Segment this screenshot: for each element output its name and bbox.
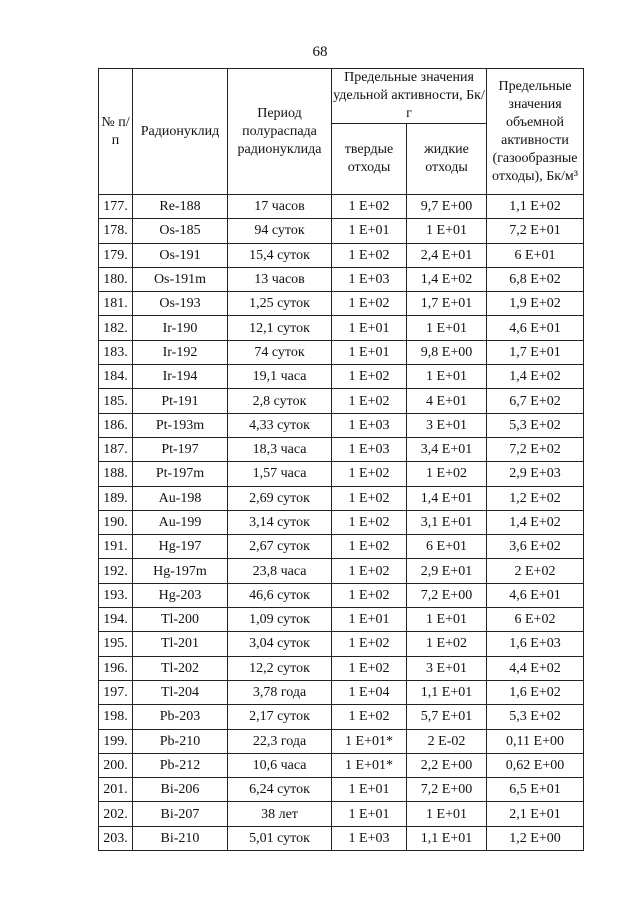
table-row: [99, 365, 584, 389]
cell-nuclide: Hg-197: [133, 535, 228, 559]
cell-nuclide: Tl-202: [133, 656, 228, 680]
header-num: № п/п: [99, 69, 133, 195]
cell-solid-waste: 1 Е+02: [332, 656, 407, 680]
cell-solid-waste: 1 Е+01: [332, 778, 407, 802]
cell-solid-waste: 1 Е+03: [332, 413, 407, 437]
cell-solid-waste: 1 Е+01*: [332, 729, 407, 753]
cell-nuclide: Pb-212: [133, 753, 228, 777]
cell-num: 181.: [99, 292, 133, 316]
cell-nuclide: Pb-203: [133, 705, 228, 729]
cell-nuclide: Tl-201: [133, 632, 228, 656]
cell-gaseous-waste: 1,9 Е+02: [487, 292, 584, 316]
cell-solid-waste: 1 Е+04: [332, 680, 407, 704]
cell-nuclide: Au-198: [133, 486, 228, 510]
cell-gaseous-waste: 0,62 Е+00: [487, 753, 584, 777]
cell-liquid-waste: 1 Е+01: [407, 316, 487, 340]
cell-gaseous-waste: 2,1 Е+01: [487, 802, 584, 826]
cell-nuclide: Os-185: [133, 219, 228, 243]
cell-nuclide: Hg-197m: [133, 559, 228, 583]
cell-liquid-waste: 2,9 Е+01: [407, 559, 487, 583]
cell-num: 191.: [99, 535, 133, 559]
cell-liquid-waste: 1,7 Е+01: [407, 292, 487, 316]
cell-period: 74 суток: [228, 340, 332, 364]
cell-period: 6,24 суток: [228, 778, 332, 802]
cell-period: 22,3 года: [228, 729, 332, 753]
cell-gaseous-waste: 5,3 Е+02: [487, 705, 584, 729]
cell-liquid-waste: 3,1 Е+01: [407, 510, 487, 534]
cell-solid-waste: 1 Е+02: [332, 462, 407, 486]
cell-period: 1,25 суток: [228, 292, 332, 316]
table-row: [99, 462, 584, 486]
cell-gaseous-waste: 6,8 Е+02: [487, 267, 584, 291]
table-row: [99, 267, 584, 291]
table-row: [99, 316, 584, 340]
cell-nuclide: Pt-197: [133, 437, 228, 461]
cell-nuclide: Bi-210: [133, 826, 228, 850]
cell-period: 19,1 часа: [228, 365, 332, 389]
cell-solid-waste: 1 Е+01: [332, 608, 407, 632]
cell-num: 184.: [99, 365, 133, 389]
cell-period: 3,78 года: [228, 680, 332, 704]
cell-gaseous-waste: 7,2 Е+02: [487, 437, 584, 461]
cell-nuclide: Os-191m: [133, 267, 228, 291]
cell-period: 5,01 суток: [228, 826, 332, 850]
page-number: 68: [312, 44, 328, 60]
cell-gaseous-waste: 5,3 Е+02: [487, 413, 584, 437]
cell-period: 3,14 суток: [228, 510, 332, 534]
cell-num: 196.: [99, 656, 133, 680]
cell-gaseous-waste: 2 Е+02: [487, 559, 584, 583]
cell-liquid-waste: 3 Е+01: [407, 413, 487, 437]
cell-gaseous-waste: 7,2 Е+01: [487, 219, 584, 243]
cell-solid-waste: 1 Е+02: [332, 243, 407, 267]
table-row: [99, 826, 584, 850]
cell-solid-waste: 1 Е+02: [332, 389, 407, 413]
cell-solid-waste: 1 Е+03: [332, 437, 407, 461]
cell-liquid-waste: 2 Е-02: [407, 729, 487, 753]
table-row: [99, 389, 584, 413]
table-row: [99, 753, 584, 777]
header-specific-activity: Предельные значения удельной активности, Бк/г: [332, 69, 487, 124]
table-row: [99, 219, 584, 243]
table-row: [99, 195, 584, 219]
cell-period: 94 суток: [228, 219, 332, 243]
cell-gaseous-waste: 0,11 Е+00: [487, 729, 584, 753]
cell-period: 1,57 часа: [228, 462, 332, 486]
header-liquid-waste: жидкие отходы: [407, 124, 487, 195]
cell-gaseous-waste: 1,7 Е+01: [487, 340, 584, 364]
cell-solid-waste: 1 Е+01: [332, 340, 407, 364]
cell-liquid-waste: 3,4 Е+01: [407, 437, 487, 461]
cell-period: 12,2 суток: [228, 656, 332, 680]
cell-period: 46,6 суток: [228, 583, 332, 607]
cell-solid-waste: 1 Е+02: [332, 510, 407, 534]
cell-nuclide: Tl-200: [133, 608, 228, 632]
cell-solid-waste: 1 Е+02: [332, 583, 407, 607]
cell-period: 2,8 суток: [228, 389, 332, 413]
cell-nuclide: Os-193: [133, 292, 228, 316]
cell-solid-waste: 1 Е+03: [332, 826, 407, 850]
cell-num: 202.: [99, 802, 133, 826]
cell-period: 12,1 суток: [228, 316, 332, 340]
cell-nuclide: Ir-192: [133, 340, 228, 364]
cell-gaseous-waste: 1,4 Е+02: [487, 365, 584, 389]
cell-num: 194.: [99, 608, 133, 632]
cell-nuclide: Bi-207: [133, 802, 228, 826]
cell-solid-waste: 1 Е+02: [332, 365, 407, 389]
table-row: [99, 583, 584, 607]
cell-liquid-waste: 5,7 Е+01: [407, 705, 487, 729]
cell-liquid-waste: 1 Е+02: [407, 632, 487, 656]
table-row: [99, 413, 584, 437]
cell-period: 15,4 суток: [228, 243, 332, 267]
cell-num: 203.: [99, 826, 133, 850]
cell-gaseous-waste: 6,7 Е+02: [487, 389, 584, 413]
cell-liquid-waste: 4 Е+01: [407, 389, 487, 413]
cell-period: 13 часов: [228, 267, 332, 291]
cell-liquid-waste: 1,4 Е+01: [407, 486, 487, 510]
cell-num: 200.: [99, 753, 133, 777]
cell-solid-waste: 1 Е+01: [332, 219, 407, 243]
cell-num: 201.: [99, 778, 133, 802]
cell-gaseous-waste: 3,6 Е+02: [487, 535, 584, 559]
cell-nuclide: Tl-204: [133, 680, 228, 704]
cell-gaseous-waste: 1,1 Е+02: [487, 195, 584, 219]
cell-nuclide: Bi-206: [133, 778, 228, 802]
cell-solid-waste: 1 Е+02: [332, 632, 407, 656]
cell-period: 3,04 суток: [228, 632, 332, 656]
cell-gaseous-waste: 1,4 Е+02: [487, 510, 584, 534]
cell-period: 4,33 суток: [228, 413, 332, 437]
cell-liquid-waste: 1 Е+02: [407, 462, 487, 486]
cell-nuclide: Ir-190: [133, 316, 228, 340]
table-row: [99, 656, 584, 680]
table-row: [99, 510, 584, 534]
table-row: [99, 340, 584, 364]
cell-num: 178.: [99, 219, 133, 243]
cell-period: 1,09 суток: [228, 608, 332, 632]
cell-liquid-waste: 1 Е+01: [407, 365, 487, 389]
cell-period: 17 часов: [228, 195, 332, 219]
cell-liquid-waste: 1 Е+01: [407, 219, 487, 243]
cell-gaseous-waste: 4,6 Е+01: [487, 316, 584, 340]
cell-nuclide: Re-188: [133, 195, 228, 219]
header-nuclide: Радионуклид: [133, 69, 228, 195]
cell-gaseous-waste: 4,6 Е+01: [487, 583, 584, 607]
table-row: [99, 729, 584, 753]
cell-liquid-waste: 6 Е+01: [407, 535, 487, 559]
cell-liquid-waste: 7,2 Е+00: [407, 583, 487, 607]
cell-num: 188.: [99, 462, 133, 486]
cell-num: 197.: [99, 680, 133, 704]
cell-nuclide: Pt-191: [133, 389, 228, 413]
table-row: [99, 705, 584, 729]
cell-num: 198.: [99, 705, 133, 729]
cell-num: 193.: [99, 583, 133, 607]
cell-period: 38 лет: [228, 802, 332, 826]
cell-gaseous-waste: 6 Е+02: [487, 608, 584, 632]
table-row: [99, 778, 584, 802]
cell-num: 195.: [99, 632, 133, 656]
radionuclide-table: [98, 68, 584, 851]
cell-solid-waste: 1 Е+02: [332, 195, 407, 219]
cell-liquid-waste: 7,2 Е+00: [407, 778, 487, 802]
table-row: [99, 802, 584, 826]
header-volumetric-activity: Предельные значения объемной активности (газообразные отходы), Бк/м³: [487, 69, 584, 195]
table-row: [99, 486, 584, 510]
cell-num: 183.: [99, 340, 133, 364]
table-header: [99, 69, 584, 195]
cell-nuclide: Ir-194: [133, 365, 228, 389]
cell-liquid-waste: 9,7 Е+00: [407, 195, 487, 219]
cell-gaseous-waste: 1,2 Е+02: [487, 486, 584, 510]
table-row: [99, 243, 584, 267]
cell-liquid-waste: 1 Е+01: [407, 608, 487, 632]
cell-liquid-waste: 2,4 Е+01: [407, 243, 487, 267]
cell-period: 2,69 суток: [228, 486, 332, 510]
cell-period: 10,6 часа: [228, 753, 332, 777]
cell-nuclide: Au-199: [133, 510, 228, 534]
cell-liquid-waste: 1,1 Е+01: [407, 680, 487, 704]
cell-gaseous-waste: 1,6 Е+02: [487, 680, 584, 704]
cell-num: 182.: [99, 316, 133, 340]
header-period: Период полураспада радионуклида: [228, 69, 332, 195]
cell-gaseous-waste: 4,4 Е+02: [487, 656, 584, 680]
cell-gaseous-waste: 6,5 Е+01: [487, 778, 584, 802]
table-row: [99, 680, 584, 704]
cell-liquid-waste: 3 Е+01: [407, 656, 487, 680]
cell-num: 190.: [99, 510, 133, 534]
cell-period: 2,67 суток: [228, 535, 332, 559]
cell-num: 185.: [99, 389, 133, 413]
cell-solid-waste: 1 Е+01: [332, 316, 407, 340]
cell-liquid-waste: 1,4 Е+02: [407, 267, 487, 291]
cell-solid-waste: 1 Е+02: [332, 559, 407, 583]
cell-solid-waste: 1 Е+01: [332, 802, 407, 826]
cell-liquid-waste: 1,1 Е+01: [407, 826, 487, 850]
cell-num: 192.: [99, 559, 133, 583]
cell-liquid-waste: 2,2 Е+00: [407, 753, 487, 777]
cell-liquid-waste: 9,8 Е+00: [407, 340, 487, 364]
cell-period: 23,8 часа: [228, 559, 332, 583]
cell-num: 180.: [99, 267, 133, 291]
cell-nuclide: Pb-210: [133, 729, 228, 753]
table-row: [99, 292, 584, 316]
cell-solid-waste: 1 Е+02: [332, 535, 407, 559]
cell-gaseous-waste: 1,2 Е+00: [487, 826, 584, 850]
header-solid-waste: твердые отходы: [332, 124, 407, 195]
cell-num: 179.: [99, 243, 133, 267]
table-row: [99, 608, 584, 632]
table-body: [99, 195, 584, 851]
table-row: [99, 437, 584, 461]
cell-solid-waste: 1 Е+03: [332, 267, 407, 291]
table-row: [99, 559, 584, 583]
cell-num: 189.: [99, 486, 133, 510]
cell-solid-waste: 1 Е+02: [332, 486, 407, 510]
cell-period: 18,3 часа: [228, 437, 332, 461]
cell-num: 187.: [99, 437, 133, 461]
cell-gaseous-waste: 6 Е+01: [487, 243, 584, 267]
cell-solid-waste: 1 Е+02: [332, 292, 407, 316]
cell-nuclide: Os-191: [133, 243, 228, 267]
cell-liquid-waste: 1 Е+01: [407, 802, 487, 826]
table-row: [99, 535, 584, 559]
cell-num: 199.: [99, 729, 133, 753]
cell-num: 177.: [99, 195, 133, 219]
cell-period: 2,17 суток: [228, 705, 332, 729]
cell-num: 186.: [99, 413, 133, 437]
cell-solid-waste: 1 Е+02: [332, 705, 407, 729]
cell-nuclide: Pt-193m: [133, 413, 228, 437]
cell-solid-waste: 1 Е+01*: [332, 753, 407, 777]
table-row: [99, 632, 584, 656]
cell-nuclide: Hg-203: [133, 583, 228, 607]
cell-nuclide: Pt-197m: [133, 462, 228, 486]
cell-gaseous-waste: 1,6 Е+03: [487, 632, 584, 656]
cell-gaseous-waste: 2,9 Е+03: [487, 462, 584, 486]
